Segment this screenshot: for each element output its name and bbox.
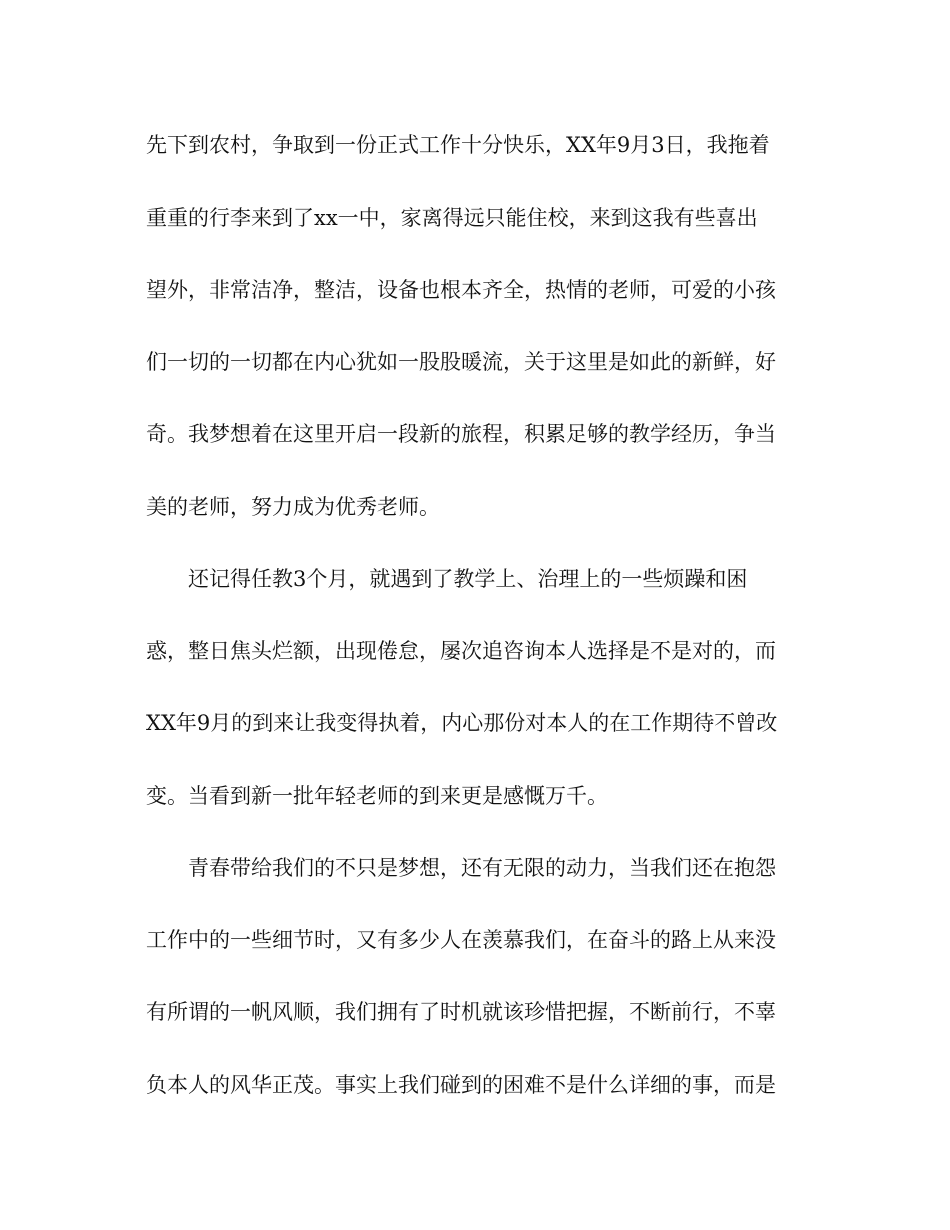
- text-line: 变。当看到新一批年轻老师的到来更是感慨万千。: [146, 784, 608, 808]
- text-line: 负本人的风华正茂。事实上我们碰到的困难不是什么详细的事，而是: [146, 1073, 776, 1097]
- text-line: 们一切的一切都在内心犹如一股股暖流，关于这里是如此的新鲜，好: [146, 350, 776, 374]
- text-line: 奇。我梦想着在这里开启一段新的旅程，积累足够的教学经历，争当: [146, 422, 776, 446]
- text-line: XX年9月的到来让我变得执着，内心那份对本人的在工作期待不曾改: [146, 711, 778, 735]
- text-line: 重重的行李来到了xx一中，家离得远只能住校，来到这我有些喜出: [146, 206, 758, 230]
- text-line: 望外，非常洁净，整洁，设备也根本齐全，热情的老师，可爱的小孩: [146, 278, 776, 302]
- text-line: 有所谓的一帆风顺，我们拥有了时机就该珍惜把握，不断前行，不辜: [146, 1000, 776, 1024]
- text-line: 青春带给我们的不只是梦想，还有无限的动力，当我们还在抱怨: [188, 856, 776, 880]
- text-line: 还记得任教3个月，就遇到了教学上、治理上的一些烦躁和困: [188, 567, 748, 591]
- text-line: 美的老师，努力成为优秀老师。: [146, 495, 440, 519]
- text-line: 惑，整日焦头烂额，出现倦怠，屡次追咨询本人选择是不是对的，而: [146, 639, 776, 663]
- text-line: 工作中的一些细节时，又有多少人在羡慕我们，在奋斗的路上从来没: [146, 928, 776, 952]
- text-line: 先下到农村，争取到一份正式工作十分快乐，XX年9月3日，我拖着: [146, 133, 770, 157]
